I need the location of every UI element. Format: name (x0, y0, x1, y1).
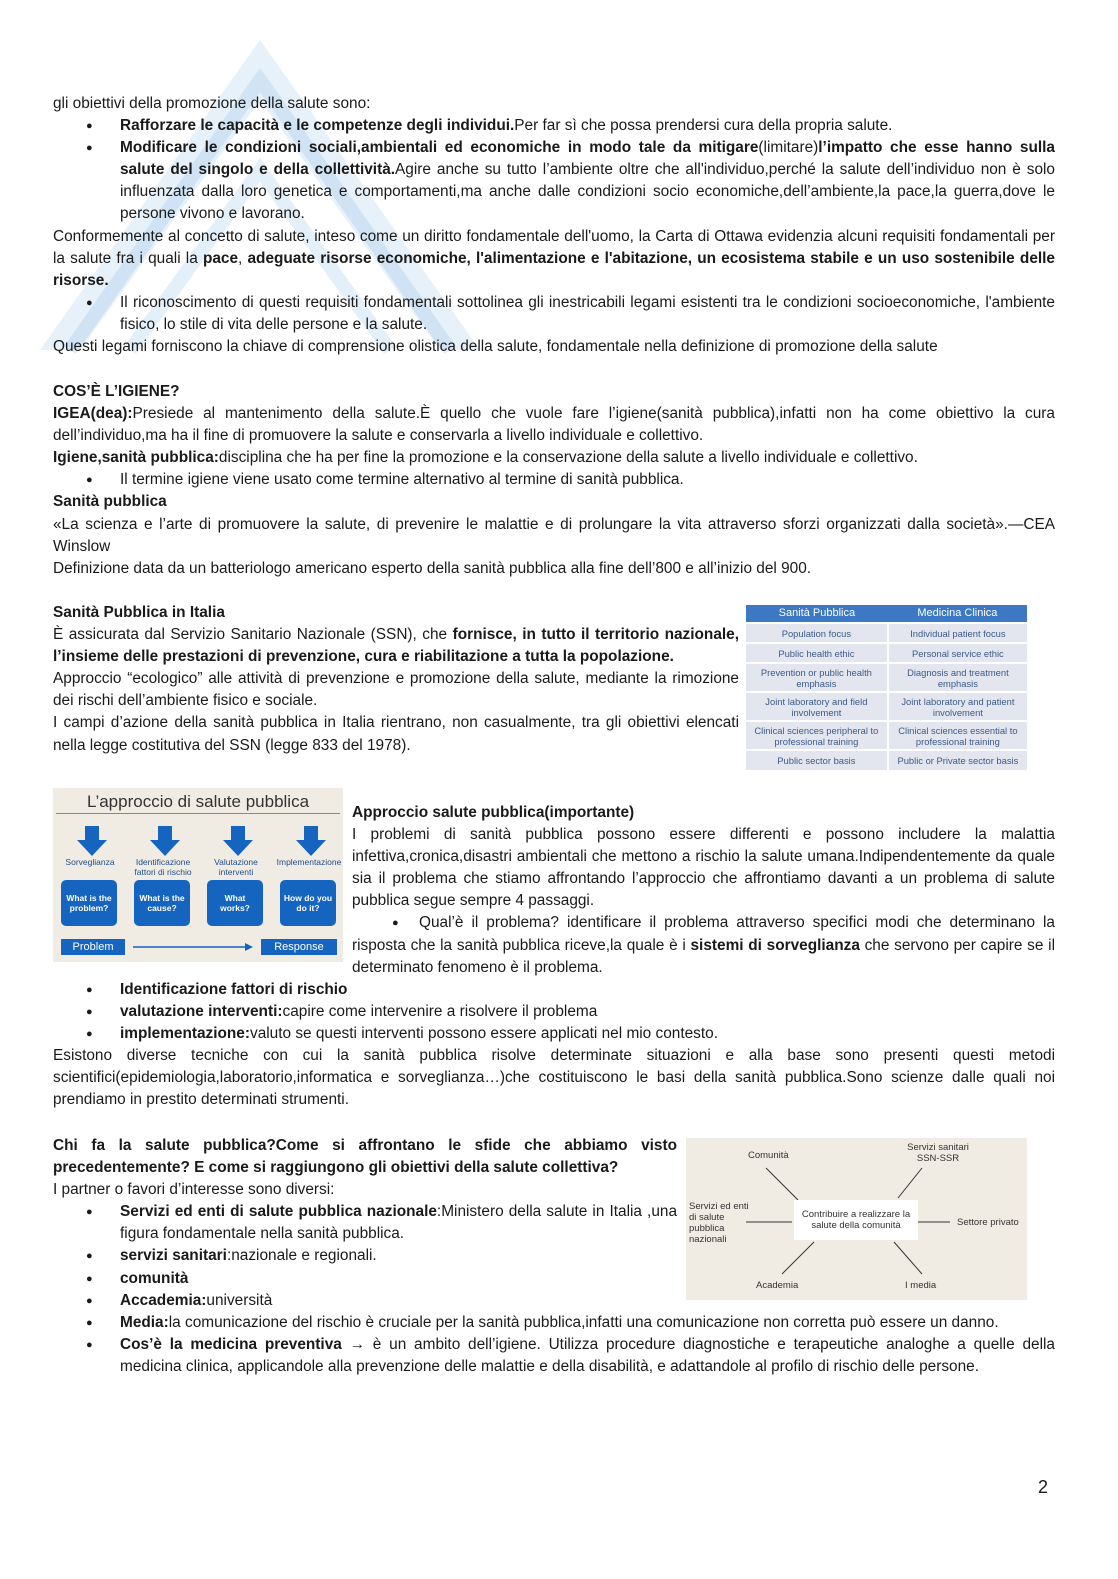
table-row (746, 663, 1027, 692)
down-arrow-icon (77, 826, 107, 856)
chi-lead: I partner o favori d’interesse sono diversi: (53, 1181, 335, 1199)
chi-section-cont (53, 1312, 1055, 1378)
node-servizi-sanitari: Servizi sanitari SSN-SSR (907, 1142, 969, 1164)
table-cell: Clinical sciences essential to professional training (888, 721, 1027, 750)
list-item: ● Rafforzare le capacità e le competenze degli individui.Per far sì che possa prendersi cura della propria salute. (53, 115, 1055, 137)
list-item: ● valutazione interventi:capire come intervenire a risolvere il problema (53, 1001, 1055, 1023)
intro-lead: gli obiettivi della promozione della salute sono: (53, 95, 371, 112)
divider (56, 813, 340, 814)
chi-section (53, 1135, 677, 1312)
node-academia: Academia (756, 1280, 799, 1291)
table-cell: Clinical sciences peripheral to professional training (746, 721, 888, 750)
list-item: ● Modificare le condizioni sociali,ambientali ed economiche in modo tale da mitigare(limitare)l’impatto che esse hanno sulla salute del singolo e della collettività.Agire anche su tutto l’ambiente oltre che all'individuo,perché la salute dell’individuo non è solo influenzata dalla loro genetica e comportamenti,ma anche dalle condizioni socio economiche,dell’ambiente,la pace,la guerra,dove le persone vivono e lavorano. (53, 137, 1055, 225)
page-number: 2 (1038, 1477, 1049, 1497)
down-arrow-icon (150, 826, 180, 856)
sanita-pubblica-heading: Sanità pubblica (53, 493, 167, 511)
list-item: ● Servizi ed enti di salute pubblica nazionale:Ministero della salute in Italia ,una figura fondamentale nella sanità pubblica. (53, 1201, 677, 1245)
table-cell: Diagnosis and treatment emphasis (888, 663, 1027, 692)
approccio-paragraph: I problemi di sanità pubblica possono essere differenti e possono includere la malattia infettiva,cronica,disastri ambientali che mettono a rischio la salute umana.Indipendentemente da quale sia il problema che stiamo affrontando l’approccio che affrontiamo davanti a un problema di salute pubblica segue sempre 4 passaggi. (352, 826, 1055, 910)
table-cell: Population focus (746, 623, 888, 643)
table-row (746, 623, 1027, 643)
table-cell: Individual patient focus (888, 623, 1027, 643)
ottawa-paragraph: Conformemente al concetto di salute, inteso come un diritto fondamentale dell'uomo, la Carta di Ottawa evidenzia alcuni requisiti fondamentali per la salute fra i quali la pace, adeguate risorse economiche, l'alimentazione e l'abitazione, un ecosistema stabile e un uso sostenibile delle risorse. (53, 227, 1055, 289)
igiene-heading: COS’È L’IGIENE? (53, 383, 180, 400)
definition-note: Definizione data da un batteriologo americano esperto della sanità pubblica alla fine dell’800 e all’inizio del 900. (53, 559, 812, 577)
list-item: ● implementazione:valuto se questi interventi possono essere applicati nel mio contesto. (53, 1023, 1055, 1045)
igiene-section (53, 381, 1055, 580)
table-row (746, 721, 1027, 750)
table-cell: Prevention or public health emphasis (746, 663, 888, 692)
approccio-section (352, 802, 1055, 979)
approccio-heading: Approccio salute pubblica(importante) (352, 804, 635, 821)
diagram-title: L’approccio di salute pubblica (86, 792, 310, 811)
table-cell: Joint laboratory and field involvement (746, 692, 888, 721)
table-cell: Personal service ethic (888, 643, 1027, 663)
node-media: I media (905, 1280, 937, 1291)
list-item: ● Identificazione fattori di rischio (53, 979, 1055, 1001)
down-arrow-icon (223, 826, 253, 856)
list-item: ● Accademia:università (53, 1290, 677, 1312)
italia-paragraph: I campi d’azione della sanità pubblica in Italia rientrano, non casualmente, tra gli obiettivi elencati nella legge costitutiva del SSN (legge 833 del 1978). (53, 714, 739, 754)
table-row (746, 643, 1027, 663)
node-enti-nazionali: Servizi ed enti di salute pubblica nazionali (689, 1201, 749, 1245)
table-cell: Public or Private sector basis (888, 750, 1027, 770)
comparison-table (746, 605, 1027, 770)
node-comunita: Comunità (748, 1150, 789, 1161)
italia-paragraph: Approccio “ecologico” alle attività di prevenzione e promozione della salute, mediante la rimozione dei rischi dell’ambiente fisico e sociale. (53, 670, 739, 710)
italia-section (53, 602, 739, 757)
table-cell: Joint laboratory and patient involvement (888, 692, 1027, 721)
problem-label: Problem (61, 939, 125, 955)
table-cell: Public health ethic (746, 643, 888, 663)
step-box: What works? (207, 880, 263, 926)
step-box: What is the cause? (134, 880, 190, 926)
node-settore-privato: Settore privato (957, 1217, 1019, 1228)
public-health-approach-diagram (53, 788, 343, 962)
list-item: ● comunità (53, 1268, 677, 1290)
igiene-definition: Igiene,sanità pubblica:disciplina che ha per fine la promozione e la conservazione della salute a livello individuale e collettivo. (53, 449, 918, 467)
list-item: ● Il termine igiene viene usato come termine alternativo al termine di sanità pubblica. (53, 469, 1055, 491)
step-label: Identificazione fattori di rischio (134, 857, 192, 877)
chi-heading: Chi fa la salute pubblica?Come si affrontano le sfide che abbiamo visto precedentemente? E come si raggiungono gli obiettivi della salute collettiva? (53, 1137, 677, 1177)
italia-heading: Sanità Pubblica in Italia (53, 604, 225, 621)
list-item: ● Cos’è la medicina preventiva → è un ambito dell’igiene. Utilizza procedure diagnostiche e terapeutiche analoghe a quelle della medicina clinica, applicandole alla prevenzione delle malattie e della disabilità, e adattandole al profilo di rischio delle persone. (53, 1334, 1055, 1378)
step-label: Valutazione interventi (214, 857, 258, 877)
step-box: What is the problem? (61, 880, 117, 926)
step-box: How do you do it? (280, 880, 336, 926)
intro-closing: Questi legami forniscono la chiave di comprensione olistica della salute, fondamentale nella definizione di promozione della salute (53, 338, 938, 356)
response-label: Response (261, 939, 337, 955)
winslow-quote: «La scienza e l’arte di promuovere la salute, di prevenire le malattie e di prolungare la vita attraverso sforzi organizzati dalla società».—CEA Winslow (53, 515, 1055, 555)
igea-paragraph: IGEA(dea):Presiede al mantenimento della salute.È quello che vuole fare l’igiene(sanità pubblica),infatti non ha come obiettivo la cura dell’individuo,ma ha il fine di promuovere la salute e conservarla a livello individuale e collettivo. (53, 405, 1055, 445)
table-row (746, 750, 1027, 770)
list-item: ● Il riconoscimento di questi requisiti fondamentali sottolinea gli inestricabili legami esistenti tra le condizioni socioeconomiche, l'ambiente fisico, lo stile di vita delle persone e la salute. (53, 292, 1055, 336)
table-row (746, 692, 1027, 721)
table-cell: Public sector basis (746, 750, 888, 770)
center-node: Contribuire a realizzare la salute della comunità (794, 1200, 918, 1240)
table-header: Medicina Clinica (888, 605, 1027, 623)
approccio-closing: Esistono diverse tecniche con cui la sanità pubblica risolve determinate situazioni e alla base sono presenti questi metodi scientifici(epidemiologia,laboratorio,informatica e sorveglianza…)che costituiscono le basi della sanità pubblica.Sono scienze dalle quali noi prendiamo in prestito determinati strumenti. (53, 1047, 1055, 1109)
list-item: ● Media:la comunicazione del rischio è cruciale per la sanità pubblica,infatti una comunicazione non corretta può essere un danno. (53, 1312, 1055, 1334)
table-header: Sanità Pubblica (746, 605, 888, 623)
step-label: Sorveglianza (65, 857, 115, 867)
approccio-steps (53, 979, 1055, 1112)
list-item: ● servizi sanitari:nazionale e regionali. (53, 1245, 677, 1267)
step-label: Implementazione (276, 857, 342, 867)
list-item: ● Qual’è il problema? identificare il problema attraverso specifici modi che determinano la risposta che la sanità pubblica riceve,la quale è i sistemi di sorveglianza che servono per capire se il determinato fenomeno è il problema. (352, 914, 1055, 976)
flow-arrow (133, 939, 253, 955)
italia-paragraph: È assicurata dal Servizio Sanitario Nazionale (SSN), che fornisce, in tutto il territorio nazionale, l’insieme delle prestazioni di prevenzione, cura e riabilitazione a tutta la popolazione. (53, 626, 739, 666)
intro-section (53, 93, 1055, 358)
stakeholders-diagram (686, 1138, 1027, 1300)
down-arrow-icon (296, 826, 326, 856)
